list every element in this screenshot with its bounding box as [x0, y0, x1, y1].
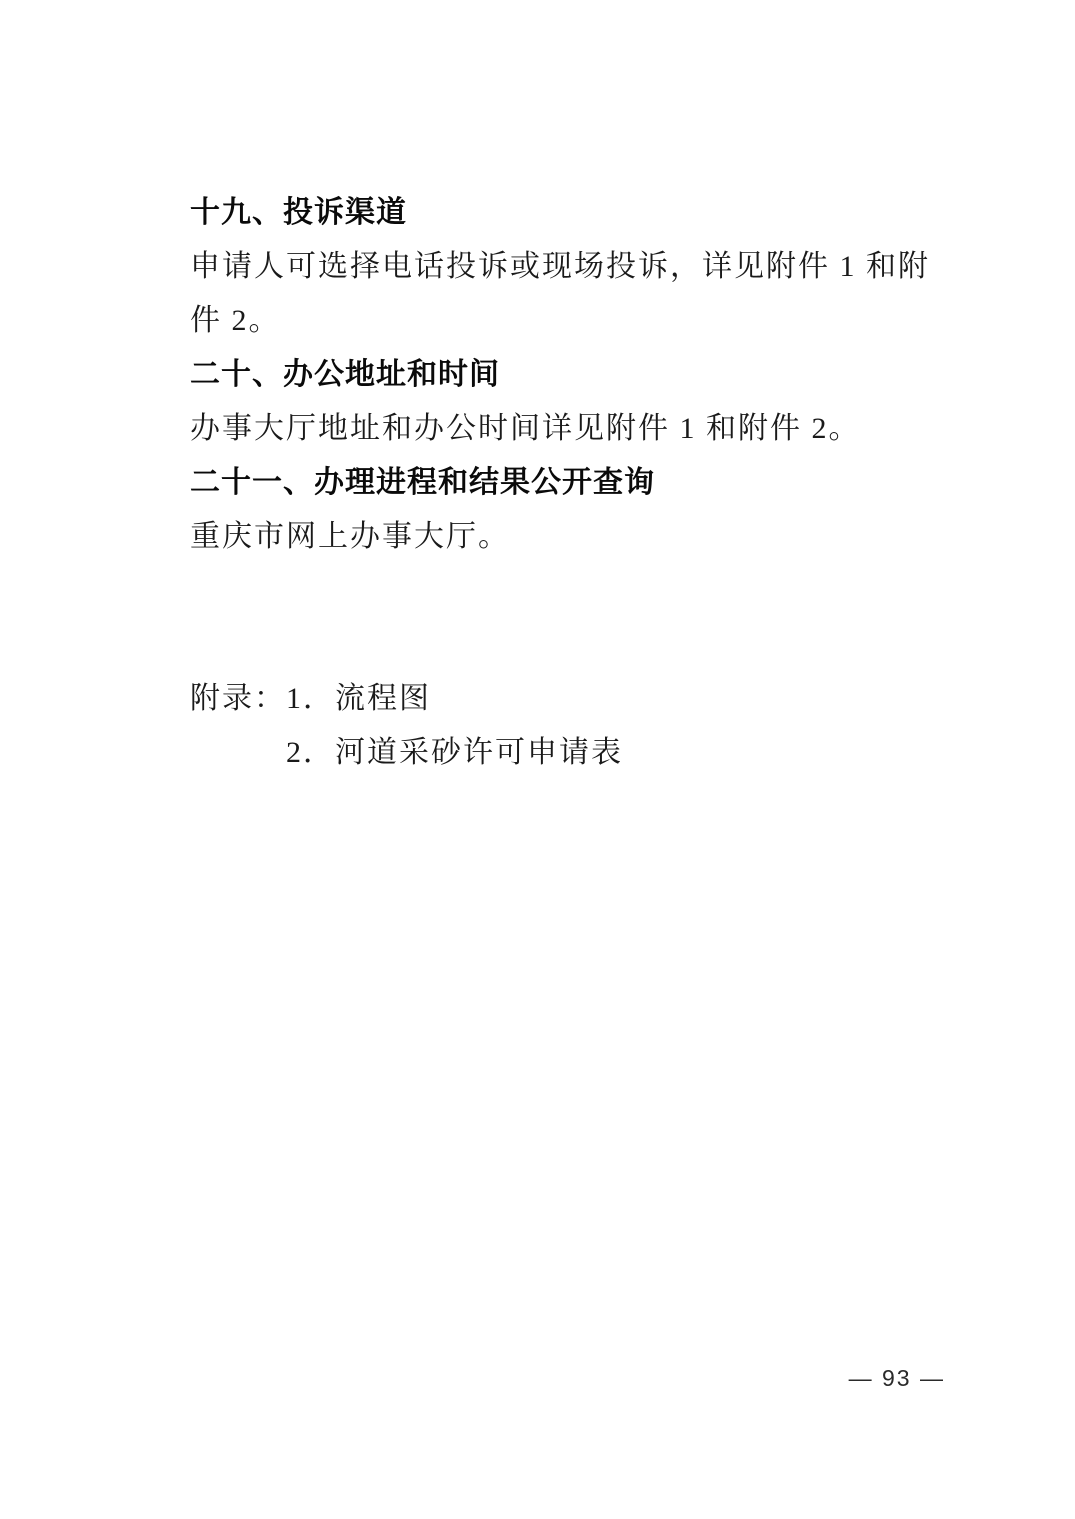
section-20-heading: 二十、办公地址和时间 [190, 358, 500, 391]
section-21-heading: 二十一、办理进程和结果公开查询 [190, 466, 655, 499]
section-20 [190, 348, 950, 456]
document-content [190, 186, 950, 780]
appendix-item-1: 1．流程图 [286, 682, 431, 715]
appendix-items [286, 672, 623, 780]
appendix-item-2: 2．河道采砂许可申请表 [286, 736, 623, 769]
section-21 [190, 456, 950, 564]
appendix-row [190, 672, 950, 780]
section-19 [190, 186, 950, 348]
page-number: — 93 — [848, 1365, 945, 1391]
section-21-body: 重庆市网上办事大厅。 [190, 520, 510, 553]
section-20-body: 办事大厅地址和办公时间详见附件 1 和附件 2。 [190, 412, 861, 445]
appendix-block [190, 672, 950, 780]
section-19-body: 申请人可选择电话投诉或现场投诉，详见附件 1 和附件 2。 [190, 250, 930, 337]
appendix-label: 附录： [190, 682, 286, 715]
section-19-heading: 十九、投诉渠道 [190, 196, 407, 229]
